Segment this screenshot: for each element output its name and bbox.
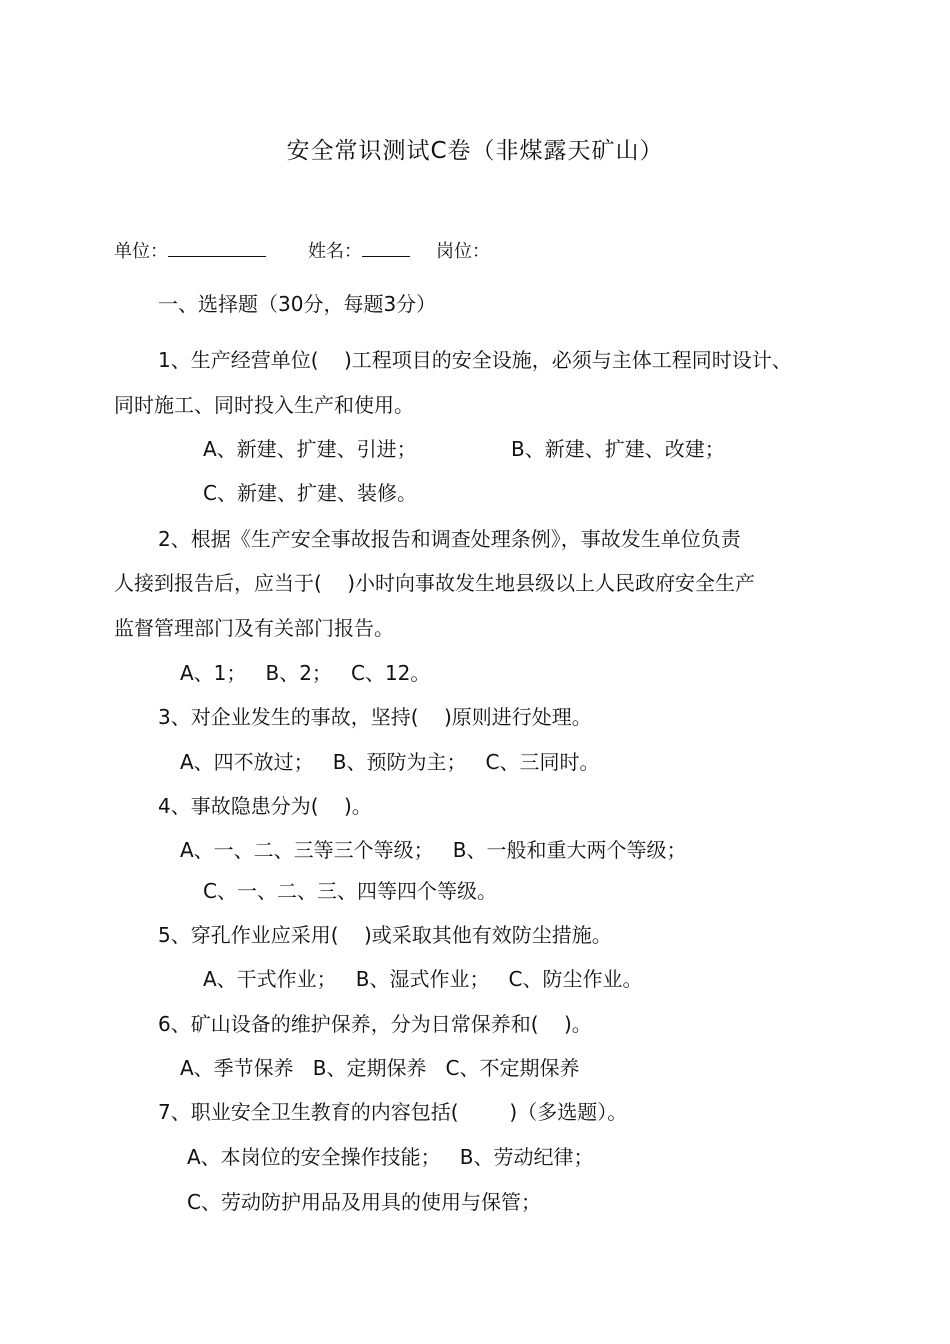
unit-blank <box>168 236 266 257</box>
section-heading: 一、选择题（30分，每题3分） <box>158 292 437 316</box>
q4-options-ab: A、一、二、三等三个等级； B、一般和重大两个等级； <box>180 838 687 862</box>
q7-options-ab: A、本岗位的安全操作技能； B、劳动纪律； <box>187 1145 594 1169</box>
q2-line3: 监督管理部门及有关部门报告。 <box>114 616 394 640</box>
name-label: 姓名： <box>308 241 362 262</box>
exam-header-fields <box>114 236 490 266</box>
q1-option-b: B、新建、扩建、改建； <box>511 437 725 461</box>
q6-line1: 6、矿山设备的维护保养，分为日常保养和( )。 <box>158 1012 592 1036</box>
q1-line1: 1、生产经营单位( )工程项目的安全设施，必须与主体工程同时设计、 <box>158 348 792 372</box>
q3-line1: 3、对企业发生的事故，坚持( )原则进行处理。 <box>158 705 592 729</box>
q5-line1: 5、穿孔作业应采用( )或采取其他有效防尘措施。 <box>158 923 612 947</box>
name-blank <box>362 236 410 257</box>
q6-options: A、季节保养 B、定期保养 C、不定期保养 <box>180 1056 580 1080</box>
q3-options: A、四不放过； B、预防为主； C、三同时。 <box>180 750 600 774</box>
q1-line2: 同时施工、同时投入生产和使用。 <box>114 393 414 417</box>
q2-line1: 2、根据《生产安全事故报告和调查处理条例》，事故发生单位负责 <box>158 527 741 551</box>
q2-line2: 人接到报告后，应当于( )小时向事故发生地县级以上人民政府安全生产 <box>114 571 756 595</box>
q7-option-c: C、劳动防护用品及用具的使用与保管； <box>187 1190 541 1214</box>
unit-label: 单位： <box>114 241 168 262</box>
q1-option-c: C、新建、扩建、装修。 <box>203 481 417 505</box>
q4-option-c: C、一、二、三、四等四个等级。 <box>203 879 497 903</box>
q4-line1: 4、事故隐患分为( )。 <box>158 794 372 818</box>
page-title: 安全常识测试C卷（非煤露天矿山） <box>286 138 664 164</box>
post-label: 岗位： <box>436 241 490 262</box>
q2-options: A、1； B、2； C、12。 <box>180 661 431 685</box>
q7-line1: 7、职业安全卫生教育的内容包括( )（多选题）。 <box>158 1100 628 1124</box>
q5-options: A、干式作业； B、湿式作业； C、防尘作业。 <box>203 967 643 991</box>
q1-option-a: A、新建、扩建、引进； <box>203 437 417 461</box>
